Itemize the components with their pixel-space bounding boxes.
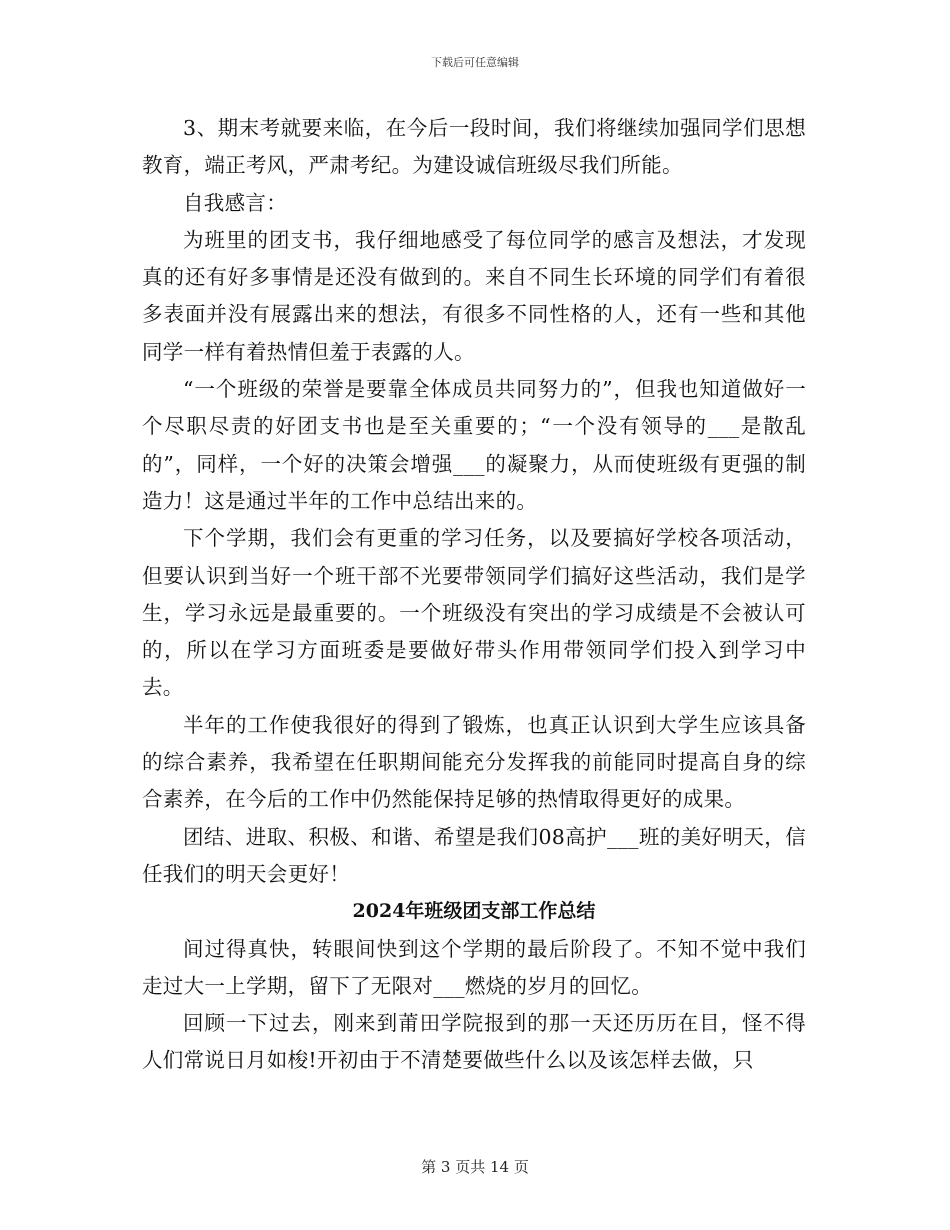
section-heading: 2024年班级团支部工作总结 <box>352 900 596 923</box>
page-footer: 第 3 页共 14 页 <box>421 1158 529 1176</box>
paragraph-class-motto: 团结、进取、积极、和谐、希望是我们08高护___班的美好明天，信任我们的明天会更好！ <box>142 824 806 886</box>
paragraph-looking-back: 回顾一下过去，刚来到莆田学院报到的那一天还历历在目，怪不得人们常说日月如梭!开初由于不清楚要做些什么以及该怎样去做，只 <box>142 1011 806 1073</box>
paragraph-half-year-work: 半年的工作使我很好的得到了锻炼，也真正认识到大学生应该具备的综合素养，我希望在任职期间能充分发挥我的前能同时提高自身的综合素养，在今后的工作中仍然能保持足够的热情取得更好的成果。 <box>142 712 806 812</box>
paragraph-self-reflection-label: 自我感言： <box>183 190 287 215</box>
paragraph-time-flies: 间过得真快，转眼间快到这个学期的最后阶段了。不知不觉中我们走过大一上学期，留下了无限对___燃烧的岁月的回忆。 <box>142 936 806 998</box>
paragraph-next-semester: 下个学期，我们会有更重的学习任务，以及要搞好学校各项活动，但要认识到当好一个班干部不光要带领同学们搞好这些活动，我们是学生，学习永远是最重要的。一个班级没有突出的学习成绩是不会被认可的，所以在学习方面班委是要做好带头作用带领同学们投入到学习中去。 <box>142 526 806 700</box>
paragraph-class-honor: “一个班级的荣誉是要靠全体成员共同努力的”，但我也知道做好一个尽职尽责的好团支书也是至关重要的；“一个没有领导的___是散乱的”，同样，一个好的决策会增强___的凝聚力，从而使班级有更强的制造力！这是通过半年的工作中总结出来的。 <box>142 377 806 513</box>
document-body <box>142 110 806 1080</box>
paragraph-exam-plan: 3、期末考就要来临，在今后一段时间，我们将继续加强同学们思想教育，端正考风，严肃考纪。为建设诚信班级尽我们所能。 <box>142 116 806 178</box>
paragraph-reflection-intro: 为班里的团支书，我仔细地感受了每位同学的感言及想法，才发现真的还有好多事情是还没有做到的。来自不同生长环境的同学们有着很多表面并没有展露出来的想法，有很多不同性格的人，还有一些和其他同学一样有着热情但羞于表露的人。 <box>142 227 806 364</box>
page-header: 下载后可任意编辑 <box>431 56 519 69</box>
